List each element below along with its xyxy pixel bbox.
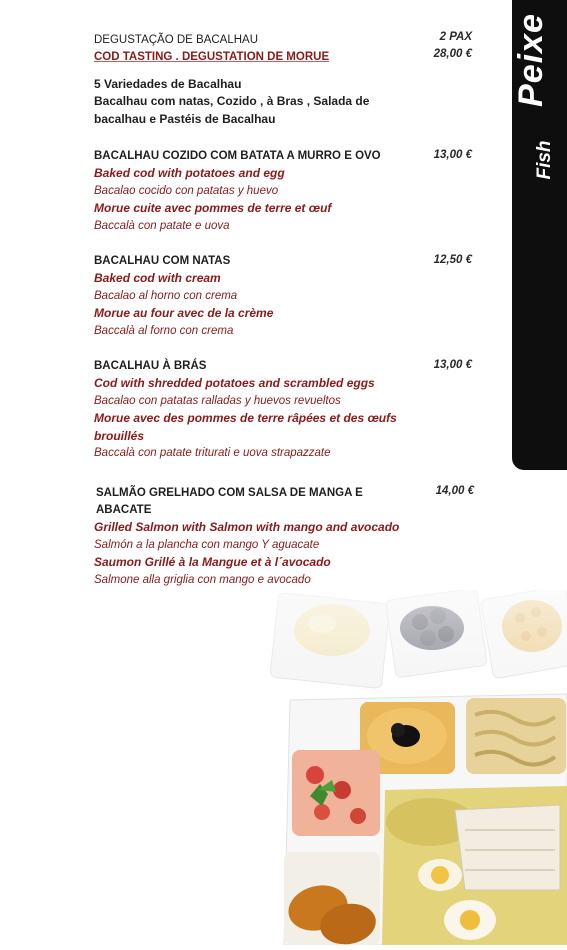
dish-price: 14,00 €	[435, 485, 474, 497]
dish-es: Bacalao cocido con patatas y huevo	[94, 184, 279, 197]
dish-name: BACALHAU COM NATAS	[94, 255, 231, 267]
dish-fr: Saumon Grillé à la Mangue et à l´avocado	[94, 555, 331, 569]
tasting-name: DEGUSTAÇÃO DE BACALHAU	[94, 34, 259, 46]
dish-fr: Morue avec des pommes de terre râpées et des œufs	[94, 411, 397, 425]
dish-fr: Morue au four avec de la crème	[94, 306, 274, 320]
menu-item	[94, 358, 434, 463]
tasting-pax: 2 PAX	[439, 31, 472, 43]
menu-item	[94, 148, 424, 235]
tasting-section	[94, 32, 424, 128]
dish-en: Cod with shredded potatoes and scrambled eggs	[94, 376, 375, 390]
dish-price: 13,00 €	[433, 149, 472, 161]
dish-es: Salmón a la plancha con mango Y aguacate	[94, 538, 320, 551]
dish-it: Salmone alla griglia con mango e avocado	[94, 573, 311, 586]
dish-es: Bacalao con patatas ralladas y huevos revueltos	[94, 394, 341, 407]
dish-fr: brouillés	[94, 428, 145, 443]
menu-item	[94, 253, 424, 340]
dish-price: 13,00 €	[433, 359, 472, 371]
tasting-desc-title: 5 Variedades de Bacalhau	[94, 77, 242, 91]
dish-name: BACALHAU À BRÁS	[94, 360, 207, 372]
dish-en: Grilled Salmon with Salmon with mango and avocado	[94, 520, 400, 534]
dish-name: SALMÃO GRELHADO COM SALSA DE MANGA E	[96, 487, 363, 499]
food-photo	[270, 590, 567, 945]
sidebar-title: Peixe	[512, 13, 550, 107]
tasting-desc-line: Bacalhau com natas, Cozido , à Bras , Salada de	[94, 94, 370, 108]
menu-item	[94, 485, 434, 589]
dish-en: Baked cod with cream	[94, 271, 221, 285]
dish-name: BACALHAU COZIDO COM BATATA A MURRO E OVO	[94, 150, 381, 162]
sidebar-subtitle: Fish	[534, 140, 555, 180]
dish-it: Baccalà con patate e uova	[94, 219, 230, 232]
dish-fr: Morue cuite avec pommes de terre et œuf	[94, 201, 332, 215]
dish-en: Baked cod with potatoes and egg	[94, 166, 285, 180]
dish-price: 12,50 €	[433, 254, 472, 266]
tasting-price: 28,00 €	[433, 48, 472, 60]
side-bowls	[270, 590, 567, 690]
main-platter	[283, 694, 567, 945]
dish-it: Baccalà con patate triturati e uova strapazzate	[94, 447, 331, 459]
dish-name: ABACATE	[96, 504, 152, 516]
dish-it: Baccalà al forno con crema	[94, 324, 234, 337]
dish-es: Bacalao al horno con crema	[94, 289, 238, 302]
tasting-desc-line: bacalhau e Pastéis de Bacalhau	[94, 111, 276, 126]
tasting-subtitle: COD TASTING . DEGUSTATION DE MORUE	[94, 51, 330, 63]
